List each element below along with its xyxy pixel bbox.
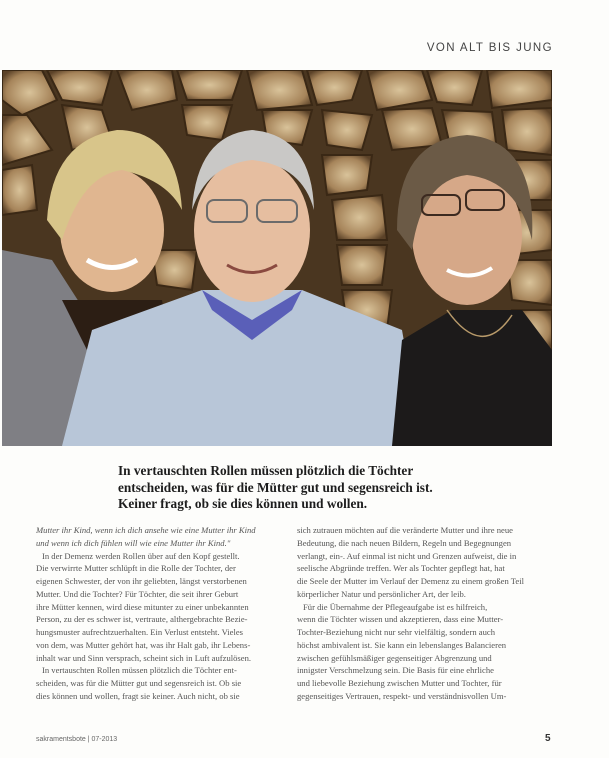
body-line: eigenen Schwester, der von ihr geliebten, längst verstorbenen xyxy=(36,576,247,586)
body-line: innigster Verschmelzung sein. Die Basis für eine ehrliche xyxy=(297,665,494,676)
body-line: zwischen gefühlsmäßiger gegenseitiger Abgrenzung und xyxy=(297,652,492,663)
body-line: Bedeutung, die nach neuen Bildern, Regeln und Begegnungen xyxy=(297,537,512,548)
body-line: und liebevolle Beziehung zwischen Mutter und Tochter, für xyxy=(297,678,502,688)
body-line: ihre Mütter kennen, wird diese mitunter zu einer unbekannten xyxy=(36,601,249,612)
body-line: Tochter-Beziehung nicht nur sehr vielfältig, sondern auch xyxy=(297,627,496,637)
body-line: höchst ambivalent ist. Sie kann ein lebenslanges Balancieren xyxy=(297,639,507,650)
body-line: verlangt, ein-. Auf einmal ist nicht und Grenzen aufweist, die in xyxy=(297,550,517,561)
body-line: von dem, was Mutter gehört hat, was ihr Halt gab, ihr Lebens- xyxy=(36,639,251,650)
body-line: sich zutrauen möchten auf die veränderte Mutter und ihre neue xyxy=(297,525,513,535)
body-line: hungsmuster aufrechtzuerhalten. Ein Verlust entsteht. Vieles xyxy=(36,627,244,637)
body-line: In vertauschten Rollen müssen plötzlich die Töchter ent- xyxy=(42,665,237,676)
section-title: VON ALT BIS JUNG xyxy=(426,42,553,54)
body-line: Für die Übernahme der Pflegeaufgabe ist es hilfreich, xyxy=(303,601,488,612)
right-column xyxy=(297,524,553,703)
body-line: dies können und wollen, fragt sie keiner. Auch nicht, ob sie xyxy=(36,690,240,701)
article-photo xyxy=(2,70,552,446)
magazine-footer: sakramentsbote | 07-2013 xyxy=(36,736,118,743)
pullquote-line: Keiner fragt, ob sie dies können und wollen. xyxy=(118,496,368,512)
left-column xyxy=(36,524,292,703)
body-line: Die verwirrte Mutter schlüpft in die Rolle der Tochter, der xyxy=(36,563,236,574)
body-line: und wenn ich dich fühlen will wie eine Mutter ihr Kind." xyxy=(36,537,231,548)
body-line: Person, zu der es schwer ist, vertraute, althergebrachte Bezie- xyxy=(36,614,248,625)
body-line: Mutter. Und die Tochter? Für Töchter, die seit ihrer Geburt xyxy=(36,588,239,599)
body-line: Mutter ihr Kind, wenn ich dich ansehe wie eine Mutter ihr Kind xyxy=(36,525,256,535)
body-line: wenn die Töchter wissen und akzeptieren, dass eine Mutter- xyxy=(297,614,504,625)
body-line: seelische Abgründe treffen. Wer als Tochter gepflegt hat, hat xyxy=(297,563,505,574)
page-number: 5 xyxy=(545,733,551,744)
body-line: die Seele der Mutter im Verlauf der Demenz zu einem großen Teil xyxy=(297,576,524,586)
body-line: körperlicher Natur und persönlicher Art, der leib. xyxy=(297,588,466,599)
photo-three-women-woodpile-icon xyxy=(2,70,552,446)
body-line: In der Demenz werden Rollen über auf den Kopf gestellt. xyxy=(42,550,240,561)
body-line: gegenseitiges Vertrauen, respekt- und verständnisvollen Um- xyxy=(297,690,507,701)
body-line: scheiden, was für die Mütter gut und segensreich ist. Ob sie xyxy=(36,678,242,688)
body-line: inhalt war und Sinn versprach, scheint sich in Luft aufzulösen. xyxy=(36,652,252,663)
pullquote-line: In vertauschten Rollen müssen plötzlich die Töchter xyxy=(118,463,414,478)
pullquote xyxy=(118,463,498,513)
pullquote-line: entscheiden, was für die Mütter gut und segensreich ist. xyxy=(118,479,433,495)
